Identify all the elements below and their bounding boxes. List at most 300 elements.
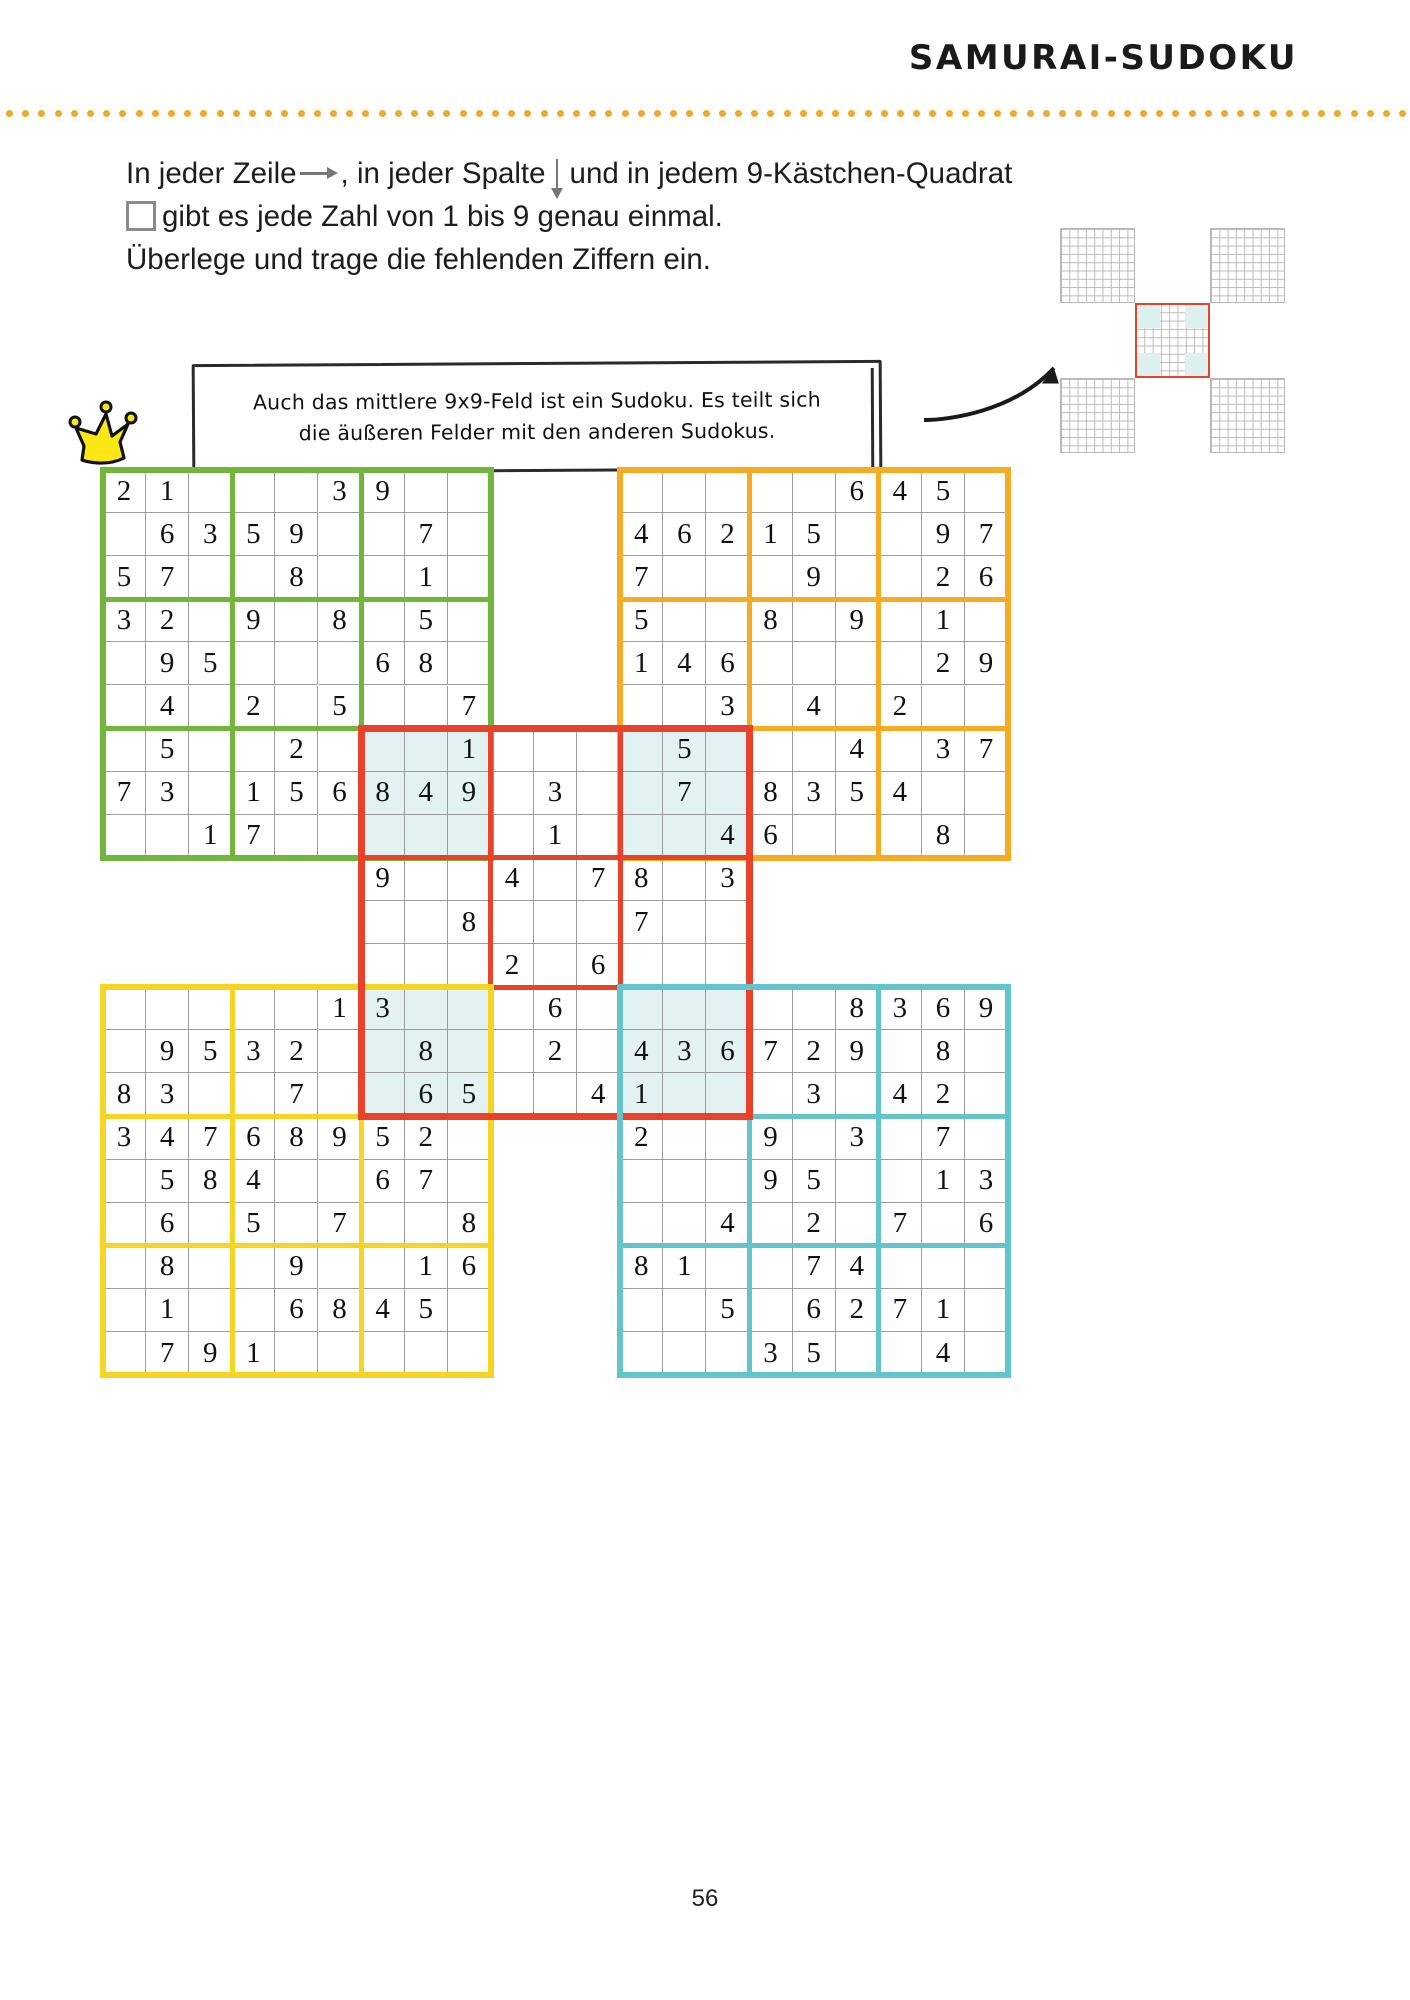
sudoku-cell[interactable]: 3 — [706, 858, 749, 901]
sudoku-cell[interactable] — [879, 1160, 922, 1203]
sudoku-cell[interactable]: 7 — [189, 1117, 232, 1160]
sudoku-cell[interactable]: 6 — [965, 556, 1008, 599]
sudoku-cell[interactable] — [836, 1160, 879, 1203]
sudoku-cell[interactable] — [663, 1203, 706, 1246]
sudoku-cell[interactable]: 5 — [448, 1073, 491, 1116]
sudoku-cell[interactable]: 6 — [405, 1073, 448, 1116]
sudoku-cell[interactable] — [836, 815, 879, 858]
sudoku-cell[interactable]: 9 — [965, 642, 1008, 685]
sudoku-cell[interactable] — [103, 642, 146, 685]
sudoku-cell[interactable]: 2 — [103, 470, 146, 513]
sudoku-cell[interactable]: 7 — [146, 556, 189, 599]
sudoku-cell[interactable]: 4 — [491, 858, 534, 901]
sudoku-cell[interactable] — [965, 1073, 1008, 1116]
sudoku-cell[interactable]: 2 — [620, 1117, 663, 1160]
sudoku-cell[interactable] — [103, 1332, 146, 1375]
sudoku-cell[interactable]: 4 — [706, 815, 749, 858]
sudoku-cell[interactable] — [362, 815, 405, 858]
sudoku-cell[interactable]: 6 — [793, 1289, 836, 1332]
sudoku-cell[interactable]: 2 — [922, 1073, 965, 1116]
sudoku-cell[interactable] — [232, 1246, 275, 1289]
sudoku-cell[interactable]: 6 — [577, 944, 620, 987]
sudoku-cell[interactable]: 9 — [146, 642, 189, 685]
sudoku-cell[interactable] — [965, 1246, 1008, 1289]
sudoku-cell[interactable] — [103, 1289, 146, 1332]
sudoku-cell[interactable] — [232, 987, 275, 1030]
sudoku-cell[interactable]: 7 — [663, 772, 706, 815]
sudoku-cell[interactable]: 8 — [750, 599, 793, 642]
sudoku-cell[interactable] — [319, 729, 362, 772]
sudoku-cell[interactable]: 7 — [146, 1332, 189, 1375]
sudoku-cell[interactable] — [319, 1332, 362, 1375]
sudoku-cell[interactable]: 4 — [922, 1332, 965, 1375]
sudoku-cell[interactable]: 2 — [879, 686, 922, 729]
sudoku-cell[interactable]: 8 — [103, 1073, 146, 1116]
sudoku-cell[interactable] — [405, 1203, 448, 1246]
sudoku-cell[interactable]: 1 — [319, 987, 362, 1030]
sudoku-cell[interactable]: 6 — [448, 1246, 491, 1289]
sudoku-cell[interactable] — [706, 987, 749, 1030]
sudoku-cell[interactable] — [965, 1289, 1008, 1332]
sudoku-cell[interactable] — [965, 686, 1008, 729]
sudoku-cell[interactable] — [663, 987, 706, 1030]
sudoku-cell[interactable]: 8 — [620, 1246, 663, 1289]
sudoku-cell[interactable]: 6 — [146, 513, 189, 556]
sudoku-cell[interactable] — [534, 901, 577, 944]
sudoku-cell[interactable]: 4 — [836, 729, 879, 772]
sudoku-cell[interactable]: 7 — [405, 513, 448, 556]
sudoku-cell[interactable] — [362, 556, 405, 599]
sudoku-cell[interactable] — [879, 1332, 922, 1375]
sudoku-cell[interactable]: 1 — [146, 1289, 189, 1332]
sudoku-cell[interactable] — [577, 1030, 620, 1073]
sudoku-cell[interactable] — [275, 815, 318, 858]
sudoku-cell[interactable] — [448, 858, 491, 901]
sudoku-cell[interactable] — [146, 987, 189, 1030]
sudoku-cell[interactable] — [362, 901, 405, 944]
sudoku-cell[interactable] — [750, 1203, 793, 1246]
sudoku-cell[interactable] — [362, 1203, 405, 1246]
sudoku-cell[interactable]: 4 — [879, 470, 922, 513]
sudoku-cell[interactable]: 8 — [922, 1030, 965, 1073]
sudoku-cell[interactable]: 6 — [922, 987, 965, 1030]
sudoku-cell[interactable] — [319, 556, 362, 599]
sudoku-cell[interactable] — [189, 686, 232, 729]
sudoku-cell[interactable]: 5 — [362, 1117, 405, 1160]
sudoku-cell[interactable] — [103, 686, 146, 729]
sudoku-cell[interactable]: 9 — [965, 987, 1008, 1030]
sudoku-cell[interactable]: 8 — [146, 1246, 189, 1289]
sudoku-cell[interactable]: 5 — [922, 470, 965, 513]
sudoku-cell[interactable]: 3 — [319, 470, 362, 513]
sudoku-cell[interactable] — [965, 599, 1008, 642]
sudoku-cell[interactable] — [362, 513, 405, 556]
sudoku-cell[interactable]: 5 — [319, 686, 362, 729]
sudoku-cell[interactable]: 7 — [620, 901, 663, 944]
sudoku-cell[interactable]: 7 — [922, 1117, 965, 1160]
sudoku-cell[interactable] — [750, 987, 793, 1030]
sudoku-cell[interactable] — [189, 1246, 232, 1289]
sudoku-cell[interactable] — [103, 729, 146, 772]
sudoku-cell[interactable] — [663, 556, 706, 599]
sudoku-cell[interactable] — [448, 987, 491, 1030]
sudoku-cell[interactable] — [620, 1289, 663, 1332]
sudoku-cell[interactable]: 4 — [663, 642, 706, 685]
sudoku-cell[interactable]: 4 — [577, 1073, 620, 1116]
sudoku-cell[interactable]: 8 — [620, 858, 663, 901]
sudoku-cell[interactable]: 7 — [879, 1203, 922, 1246]
sudoku-cell[interactable] — [922, 686, 965, 729]
sudoku-cell[interactable] — [922, 1246, 965, 1289]
sudoku-cell[interactable] — [706, 470, 749, 513]
sudoku-cell[interactable] — [836, 1073, 879, 1116]
sudoku-cell[interactable] — [793, 815, 836, 858]
sudoku-cell[interactable] — [405, 815, 448, 858]
sudoku-cell[interactable]: 9 — [275, 513, 318, 556]
sudoku-cell[interactable] — [319, 1246, 362, 1289]
sudoku-cell[interactable]: 7 — [319, 1203, 362, 1246]
sudoku-cell[interactable] — [836, 1332, 879, 1375]
sudoku-cell[interactable]: 3 — [362, 987, 405, 1030]
sudoku-cell[interactable]: 4 — [620, 1030, 663, 1073]
sudoku-cell[interactable] — [879, 1030, 922, 1073]
sudoku-cell[interactable] — [448, 944, 491, 987]
samurai-sudoku-grid[interactable] — [103, 470, 1008, 1375]
sudoku-cell[interactable]: 5 — [146, 1160, 189, 1203]
sudoku-cell[interactable]: 3 — [103, 1117, 146, 1160]
sudoku-cell[interactable] — [189, 1289, 232, 1332]
sudoku-cell[interactable] — [189, 987, 232, 1030]
sudoku-cell[interactable]: 6 — [232, 1117, 275, 1160]
sudoku-cell[interactable] — [232, 1073, 275, 1116]
sudoku-cell[interactable] — [448, 1030, 491, 1073]
sudoku-cell[interactable] — [965, 470, 1008, 513]
sudoku-cell[interactable]: 2 — [922, 556, 965, 599]
sudoku-cell[interactable] — [232, 729, 275, 772]
sudoku-cell[interactable]: 5 — [275, 772, 318, 815]
sudoku-cell[interactable] — [706, 772, 749, 815]
sudoku-cell[interactable] — [879, 1246, 922, 1289]
sudoku-cell[interactable] — [405, 470, 448, 513]
sudoku-cell[interactable] — [534, 858, 577, 901]
sudoku-cell[interactable] — [793, 642, 836, 685]
sudoku-cell[interactable] — [232, 470, 275, 513]
sudoku-cell[interactable] — [620, 772, 663, 815]
sudoku-cell[interactable] — [577, 901, 620, 944]
sudoku-cell[interactable] — [362, 1073, 405, 1116]
sudoku-cell[interactable] — [879, 729, 922, 772]
sudoku-cell[interactable]: 8 — [750, 772, 793, 815]
sudoku-cell[interactable]: 9 — [750, 1117, 793, 1160]
sudoku-cell[interactable] — [620, 470, 663, 513]
sudoku-cell[interactable] — [275, 987, 318, 1030]
sudoku-cell[interactable] — [706, 729, 749, 772]
sudoku-cell[interactable]: 9 — [836, 1030, 879, 1073]
sudoku-cell[interactable]: 2 — [793, 1203, 836, 1246]
sudoku-cell[interactable]: 4 — [879, 1073, 922, 1116]
sudoku-cell[interactable]: 7 — [965, 729, 1008, 772]
sudoku-cell[interactable] — [577, 987, 620, 1030]
sudoku-cell[interactable] — [103, 1160, 146, 1203]
sudoku-cell[interactable] — [103, 987, 146, 1030]
sudoku-cell[interactable] — [319, 1160, 362, 1203]
sudoku-cell[interactable]: 8 — [922, 815, 965, 858]
sudoku-cell[interactable] — [103, 1246, 146, 1289]
sudoku-cell[interactable]: 1 — [232, 772, 275, 815]
sudoku-cell[interactable]: 1 — [620, 642, 663, 685]
sudoku-cell[interactable]: 9 — [793, 556, 836, 599]
sudoku-cell[interactable] — [405, 858, 448, 901]
sudoku-cell[interactable] — [663, 599, 706, 642]
sudoku-cell[interactable] — [922, 1203, 965, 1246]
sudoku-cell[interactable] — [620, 815, 663, 858]
sudoku-cell[interactable] — [965, 815, 1008, 858]
sudoku-cell[interactable]: 3 — [793, 772, 836, 815]
sudoku-cell[interactable] — [232, 642, 275, 685]
sudoku-cell[interactable]: 1 — [534, 815, 577, 858]
sudoku-cell[interactable]: 2 — [232, 686, 275, 729]
sudoku-cell[interactable] — [362, 599, 405, 642]
sudoku-cell[interactable] — [491, 815, 534, 858]
sudoku-cell[interactable] — [534, 1073, 577, 1116]
sudoku-cell[interactable] — [793, 599, 836, 642]
sudoku-cell[interactable]: 7 — [793, 1246, 836, 1289]
sudoku-cell[interactable] — [275, 470, 318, 513]
sudoku-cell[interactable] — [491, 987, 534, 1030]
sudoku-cell[interactable] — [362, 729, 405, 772]
sudoku-cell[interactable]: 3 — [534, 772, 577, 815]
sudoku-cell[interactable] — [836, 1203, 879, 1246]
sudoku-cell[interactable] — [706, 1246, 749, 1289]
sudoku-cell[interactable] — [275, 1332, 318, 1375]
sudoku-cell[interactable]: 4 — [405, 772, 448, 815]
sudoku-cell[interactable]: 1 — [922, 599, 965, 642]
sudoku-cell[interactable]: 9 — [232, 599, 275, 642]
sudoku-cell[interactable] — [706, 944, 749, 987]
sudoku-cell[interactable]: 3 — [922, 729, 965, 772]
sudoku-cell[interactable] — [362, 944, 405, 987]
sudoku-cell[interactable] — [448, 470, 491, 513]
sudoku-cell[interactable] — [577, 729, 620, 772]
sudoku-cell[interactable] — [275, 1160, 318, 1203]
sudoku-cell[interactable]: 5 — [836, 772, 879, 815]
sudoku-cell[interactable]: 9 — [275, 1246, 318, 1289]
sudoku-cell[interactable] — [448, 556, 491, 599]
sudoku-cell[interactable]: 2 — [146, 599, 189, 642]
sudoku-cell[interactable]: 1 — [922, 1160, 965, 1203]
sudoku-cell[interactable] — [103, 1203, 146, 1246]
sudoku-cell[interactable] — [965, 1117, 1008, 1160]
sudoku-cell[interactable]: 5 — [103, 556, 146, 599]
sudoku-cell[interactable] — [189, 556, 232, 599]
sudoku-cell[interactable] — [836, 686, 879, 729]
sudoku-cell[interactable] — [405, 686, 448, 729]
sudoku-cell[interactable]: 1 — [663, 1246, 706, 1289]
sudoku-cell[interactable]: 6 — [750, 815, 793, 858]
sudoku-cell[interactable]: 6 — [534, 987, 577, 1030]
sudoku-cell[interactable] — [663, 858, 706, 901]
sudoku-cell[interactable]: 3 — [750, 1332, 793, 1375]
sudoku-cell[interactable]: 6 — [362, 1160, 405, 1203]
sudoku-cell[interactable] — [577, 815, 620, 858]
sudoku-cell[interactable]: 2 — [793, 1030, 836, 1073]
sudoku-cell[interactable]: 5 — [793, 1332, 836, 1375]
sudoku-cell[interactable] — [879, 599, 922, 642]
sudoku-cell[interactable] — [362, 1332, 405, 1375]
sudoku-cell[interactable]: 9 — [448, 772, 491, 815]
sudoku-cell[interactable] — [750, 686, 793, 729]
sudoku-cell[interactable] — [146, 815, 189, 858]
sudoku-cell[interactable] — [491, 901, 534, 944]
sudoku-cell[interactable]: 1 — [405, 1246, 448, 1289]
sudoku-cell[interactable]: 3 — [793, 1073, 836, 1116]
sudoku-cell[interactable] — [448, 815, 491, 858]
sudoku-cell[interactable] — [879, 815, 922, 858]
sudoku-cell[interactable] — [750, 1289, 793, 1332]
sudoku-cell[interactable] — [189, 599, 232, 642]
sudoku-cell[interactable]: 2 — [405, 1117, 448, 1160]
sudoku-cell[interactable]: 8 — [275, 1117, 318, 1160]
sudoku-cell[interactable]: 8 — [275, 556, 318, 599]
sudoku-cell[interactable] — [405, 944, 448, 987]
sudoku-cell[interactable] — [491, 1030, 534, 1073]
sudoku-cell[interactable] — [362, 1246, 405, 1289]
sudoku-cell[interactable] — [319, 1030, 362, 1073]
sudoku-cell[interactable] — [836, 513, 879, 556]
sudoku-cell[interactable]: 6 — [319, 772, 362, 815]
sudoku-cell[interactable]: 2 — [275, 1030, 318, 1073]
sudoku-cell[interactable]: 7 — [232, 815, 275, 858]
sudoku-cell[interactable] — [189, 772, 232, 815]
sudoku-cell[interactable]: 8 — [405, 642, 448, 685]
sudoku-cell[interactable] — [663, 1289, 706, 1332]
sudoku-cell[interactable] — [965, 1030, 1008, 1073]
sudoku-cell[interactable]: 1 — [146, 470, 189, 513]
sudoku-cell[interactable]: 3 — [103, 599, 146, 642]
sudoku-cell[interactable] — [620, 944, 663, 987]
sudoku-cell[interactable] — [448, 642, 491, 685]
sudoku-cell[interactable] — [879, 513, 922, 556]
sudoku-cell[interactable]: 7 — [879, 1289, 922, 1332]
sudoku-cell[interactable]: 5 — [405, 599, 448, 642]
sudoku-cell[interactable]: 7 — [750, 1030, 793, 1073]
sudoku-cell[interactable] — [275, 686, 318, 729]
sudoku-cell[interactable]: 3 — [146, 772, 189, 815]
sudoku-cell[interactable] — [534, 944, 577, 987]
sudoku-cell[interactable] — [275, 642, 318, 685]
sudoku-cell[interactable]: 9 — [362, 470, 405, 513]
sudoku-cell[interactable] — [663, 1160, 706, 1203]
sudoku-cell[interactable]: 1 — [922, 1289, 965, 1332]
sudoku-cell[interactable] — [922, 772, 965, 815]
sudoku-cell[interactable] — [706, 1117, 749, 1160]
sudoku-cell[interactable]: 4 — [146, 686, 189, 729]
sudoku-cell[interactable] — [750, 470, 793, 513]
sudoku-cell[interactable]: 3 — [879, 987, 922, 1030]
sudoku-cell[interactable]: 4 — [620, 513, 663, 556]
sudoku-cell[interactable] — [103, 815, 146, 858]
sudoku-cell[interactable] — [663, 1117, 706, 1160]
sudoku-cell[interactable] — [793, 987, 836, 1030]
sudoku-cell[interactable] — [448, 1160, 491, 1203]
sudoku-cell[interactable]: 4 — [232, 1160, 275, 1203]
sudoku-cell[interactable]: 9 — [836, 599, 879, 642]
sudoku-cell[interactable] — [275, 599, 318, 642]
sudoku-cell[interactable] — [836, 642, 879, 685]
sudoku-cell[interactable]: 5 — [620, 599, 663, 642]
sudoku-cell[interactable] — [706, 599, 749, 642]
sudoku-cell[interactable] — [189, 1073, 232, 1116]
sudoku-cell[interactable] — [620, 686, 663, 729]
sudoku-cell[interactable] — [319, 1073, 362, 1116]
sudoku-cell[interactable]: 5 — [232, 1203, 275, 1246]
sudoku-cell[interactable]: 7 — [448, 686, 491, 729]
sudoku-cell[interactable]: 8 — [362, 772, 405, 815]
sudoku-cell[interactable]: 8 — [836, 987, 879, 1030]
sudoku-cell[interactable]: 2 — [836, 1289, 879, 1332]
sudoku-cell[interactable] — [793, 729, 836, 772]
sudoku-cell[interactable]: 6 — [706, 642, 749, 685]
sudoku-cell[interactable] — [750, 729, 793, 772]
sudoku-cell[interactable] — [879, 556, 922, 599]
sudoku-cell[interactable]: 5 — [706, 1289, 749, 1332]
sudoku-cell[interactable]: 7 — [577, 858, 620, 901]
sudoku-cell[interactable] — [663, 901, 706, 944]
sudoku-cell[interactable] — [491, 772, 534, 815]
sudoku-cell[interactable]: 4 — [706, 1203, 749, 1246]
sudoku-cell[interactable]: 5 — [189, 1030, 232, 1073]
sudoku-cell[interactable]: 7 — [965, 513, 1008, 556]
sudoku-cell[interactable] — [534, 729, 577, 772]
sudoku-cell[interactable]: 2 — [534, 1030, 577, 1073]
sudoku-cell[interactable]: 9 — [146, 1030, 189, 1073]
sudoku-cell[interactable]: 9 — [319, 1117, 362, 1160]
sudoku-cell[interactable]: 4 — [793, 686, 836, 729]
sudoku-cell[interactable]: 3 — [232, 1030, 275, 1073]
sudoku-cell[interactable] — [620, 1332, 663, 1375]
sudoku-cell[interactable]: 3 — [836, 1117, 879, 1160]
sudoku-cell[interactable] — [319, 642, 362, 685]
sudoku-cell[interactable] — [620, 1203, 663, 1246]
sudoku-cell[interactable]: 3 — [965, 1160, 1008, 1203]
sudoku-cell[interactable]: 8 — [448, 901, 491, 944]
sudoku-cell[interactable] — [706, 1073, 749, 1116]
sudoku-cell[interactable]: 5 — [146, 729, 189, 772]
sudoku-cell[interactable] — [362, 1030, 405, 1073]
sudoku-cell[interactable] — [663, 1073, 706, 1116]
sudoku-cell[interactable] — [103, 513, 146, 556]
sudoku-cell[interactable]: 5 — [793, 1160, 836, 1203]
sudoku-cell[interactable]: 6 — [706, 1030, 749, 1073]
sudoku-cell[interactable] — [232, 1289, 275, 1332]
sudoku-cell[interactable] — [405, 1332, 448, 1375]
sudoku-cell[interactable]: 4 — [146, 1117, 189, 1160]
sudoku-cell[interactable] — [577, 772, 620, 815]
sudoku-cell[interactable]: 2 — [706, 513, 749, 556]
sudoku-cell[interactable]: 7 — [620, 556, 663, 599]
sudoku-cell[interactable] — [965, 772, 1008, 815]
sudoku-cell[interactable] — [879, 1117, 922, 1160]
sudoku-cell[interactable]: 4 — [836, 1246, 879, 1289]
sudoku-cell[interactable]: 5 — [663, 729, 706, 772]
sudoku-cell[interactable]: 2 — [275, 729, 318, 772]
sudoku-cell[interactable]: 9 — [922, 513, 965, 556]
sudoku-cell[interactable] — [750, 1246, 793, 1289]
sudoku-cell[interactable]: 2 — [922, 642, 965, 685]
sudoku-cell[interactable]: 5 — [793, 513, 836, 556]
sudoku-cell[interactable] — [965, 1332, 1008, 1375]
sudoku-cell[interactable] — [663, 944, 706, 987]
